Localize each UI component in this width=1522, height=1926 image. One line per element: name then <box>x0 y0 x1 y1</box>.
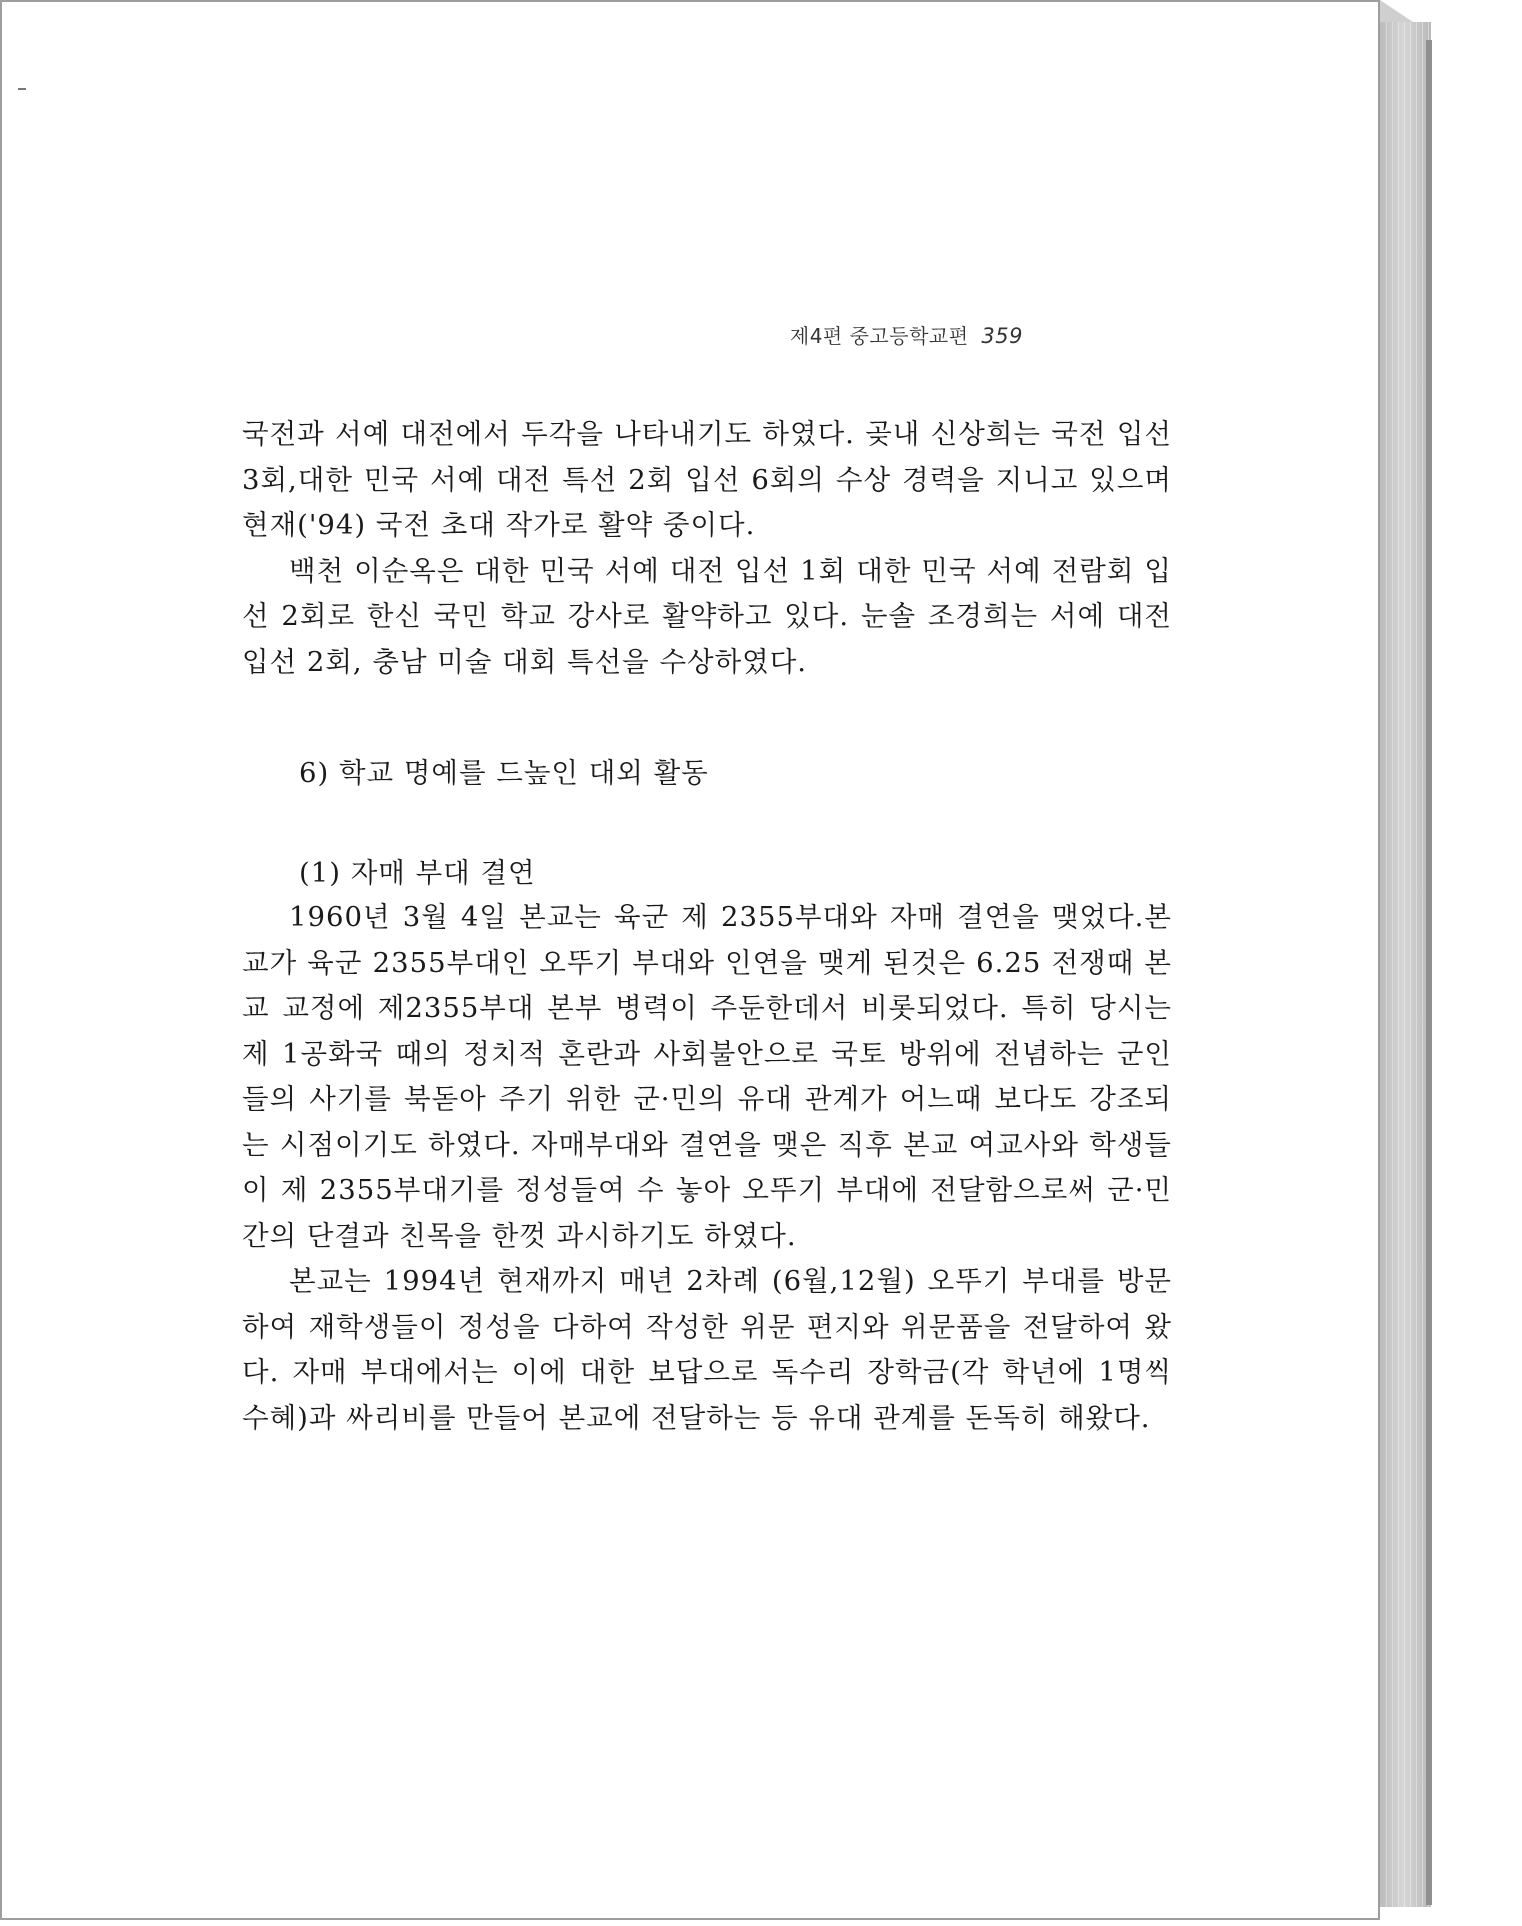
running-header <box>790 320 1023 349</box>
paragraph: 1960년 3월 4일 본교는 육군 제 2355부대와 자매 결연을 맺었다.본교가 육군 2355부대인 오뚜기 부대와 인연을 맺게 된것은 6.25 전쟁때 본교 교정에 제2355부대 본부 병력이 주둔한데서 비롯되었다. 특히 당시는 제 1공화국 때의 정치적 혼란과 사회불안으로 국토 방위에 전념하는 군인들의 사기를 북돋아 주기 위한 군·민의 유대 관계가 어느때 보다도 강조되는 시점이기도 하였다. 자매부대와 결연을 맺은 직후 본교 여교사와 학생들이 제 2355부대기를 정성들여 수 놓아 오뚜기 부대에 전달함으로써 군·민간의 단결과 친목을 한껏 과시하기도 하였다. <box>242 901 1172 1252</box>
paragraph: 본교는 1994년 현재까지 매년 2차례 (6월,12월) 오뚜기 부대를 방문하여 재학생들이 정성을 다하여 작성한 위문 편지와 위문품을 전달하여 왔다. 자매 부대에서는 이에 대한 보답으로 독수리 장학금(각 학년에 1명씩 수혜)과 싸리비를 만들어 본교에 전달하는 등 유대 관계를 돈독히 해왔다. <box>242 1265 1172 1434</box>
paragraph: 국전과 서예 대전에서 두각을 나타내기도 하였다. 곶내 신상희는 국전 입선 3회,대한 민국 서예 대전 특선 2회 입선 6회의 수상 경력을 지니고 있으며 현재('94) 국전 초대 작가로 활약 중이다. <box>242 418 1172 541</box>
body-text-top <box>242 412 1172 685</box>
section-heading: 6) 학교 명예를 드높인 대외 활동 <box>299 757 709 789</box>
page-stack-shadow <box>1426 40 1432 1905</box>
header-section-title: 제4편 중고등학교편 <box>789 324 969 348</box>
page-number: 359 <box>981 324 1023 348</box>
page-stack-lines <box>1380 22 1430 1907</box>
body-text-bottom <box>242 895 1172 1441</box>
scan-mark <box>18 88 26 90</box>
page-stack-corner <box>1380 0 1416 24</box>
paragraph: 백천 이순옥은 대한 민국 서예 대전 입선 1회 대한 민국 서예 전람회 입선 2회로 한신 국민 학교 강사로 활약하고 있다. 눈솔 조경희는 서예 대전 입선 2회, 충남 미술 대회 특선을 수상하였다. <box>242 554 1172 678</box>
subsection-heading: (1) 자매 부대 결연 <box>299 857 536 889</box>
